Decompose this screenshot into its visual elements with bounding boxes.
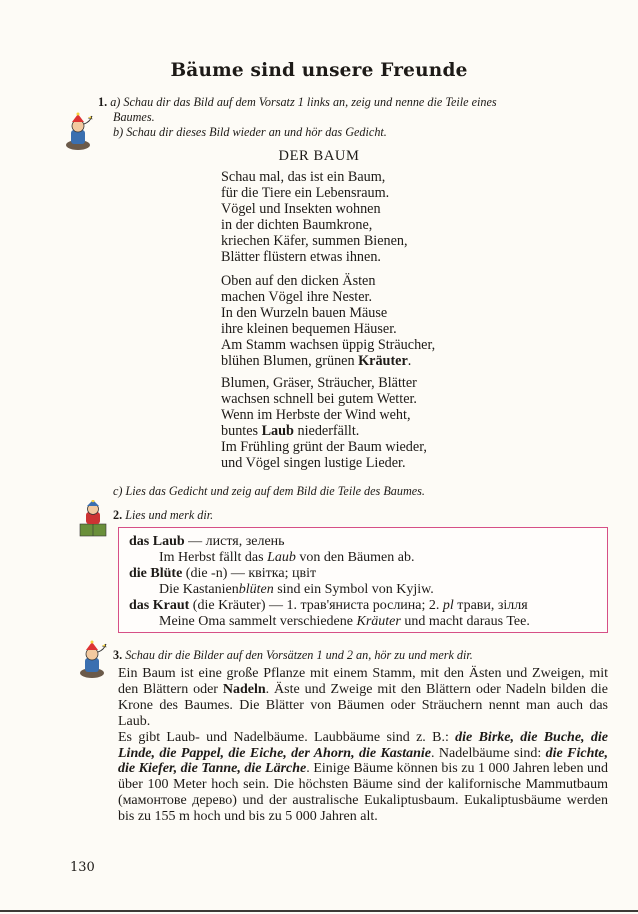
exercise-2-instruction: Lies und merk dir. <box>125 508 214 522</box>
poem-line: Vögel und Insekten wohnen <box>221 200 381 217</box>
poem-line: ihre kleinen bequemen Häuser. <box>221 320 397 337</box>
poem-line: Oben auf den dicken Ästen <box>221 273 376 289</box>
vocab-entry-laub <box>129 534 285 550</box>
vocab-text: Laub <box>267 550 296 565</box>
body-text: . Einige Bäume können bis zu 1 000 Jahren leben und über 100 Meter hoch sein. Die höchsten Bäume sind der kalifornische Mammutbaum (мамонтове дерево) und der australische Eukaliptusbaum. Eukaliptusbäume werden bis zu 155 m hoch und bis zu 5 000 Jahren alt. <box>118 761 608 825</box>
exercise-3-number: 3. <box>113 648 123 662</box>
vocab-text: Kräuter <box>356 614 401 629</box>
body-text: Es gibt Laub- und Nadelbäume. Laubbäume sind z. B.: <box>118 729 456 745</box>
poem-line: für die Tiere ein Lebensraum. <box>221 184 390 201</box>
vocab-text: und macht daraus Tee. <box>400 614 530 629</box>
vocab-translation: — листя, зелень <box>184 534 285 549</box>
vocab-text: Die Kastanien <box>159 582 239 597</box>
body-text: Ein Baum ist eine große Pflanze mit einem Stamm, mit den Ästen und Zweigen, mit den Blättern oder <box>118 666 608 697</box>
exercise-3-header <box>113 648 473 663</box>
vocab-text: Im Herbst fällt das <box>159 550 268 565</box>
poem-keyword-laub: Laub <box>261 422 294 439</box>
poem-text: niederfällt. <box>293 422 360 439</box>
paragraph <box>118 666 608 730</box>
vocab-example-kraut <box>159 614 530 630</box>
poem-line: machen Vögel ihre Nester. <box>221 288 373 305</box>
poem-line <box>221 354 435 370</box>
poem-text: buntes <box>221 422 262 439</box>
poem-title: DER BAUM <box>278 148 360 164</box>
exercise-1-b: b) Schau dir dieses Bild wieder an und hör das Gedicht. <box>113 125 387 139</box>
exercise-1-a-text: a) Schau dir das Bild auf dem Vorsatz 1 links an, zeig und nenne die Teile eines <box>110 95 497 109</box>
poem-line: Schau mal, das ist ein Baum, <box>221 169 386 185</box>
poem-line: Im Frühling grünt der Baum wieder, <box>221 438 427 455</box>
poem-line: wachsen schnell bei gutem Wetter. <box>221 390 417 407</box>
poem-stanza-1 <box>221 170 408 265</box>
exercise-1-c: c) Lies das Gedicht und zeig auf dem Bild die Teile des Baumes. <box>113 484 425 498</box>
page-title: Bäume sind unsere Freunde <box>170 60 468 81</box>
vocab-text: blüten <box>238 582 274 597</box>
poem-line: Am Stamm wachsen üppig Sträucher, <box>221 336 436 353</box>
vocab-entry-bluete <box>129 566 316 582</box>
vocab-translation: трави, зілля <box>453 598 528 613</box>
poem-line: Blumen, Gräser, Sträucher, Blätter <box>221 375 417 391</box>
vocab-example-bluete <box>159 582 434 598</box>
vocab-entry-kraut <box>129 598 528 614</box>
keyword-nadelbaeume: die Fichte, die Kiefer, die Tanne, die Lärche <box>118 745 608 777</box>
vocab-headword: das Laub <box>129 534 185 549</box>
body-text: . Äste und Zweige mit den Blättern oder Nadeln bilden die Krone des Baumes. Die Blätter von Bäumen oder Sträuchern nennt man auch das Laub. <box>118 681 608 729</box>
vocab-translation: (die Kräuter) — 1. трав'яниста рослина; 2. <box>189 598 443 613</box>
poem-text: blühen Blumen, grünen <box>221 352 359 369</box>
vocab-translation: (die -n) — квітка; цвіт <box>182 566 317 581</box>
poem-stanza-2 <box>221 274 435 369</box>
vocab-example-laub <box>159 550 414 566</box>
keyword-laubbaeume: die Birke, die Buche, die Linde, die Pappel, die Eiche, der Ahorn, die Kastanie <box>118 729 608 761</box>
bottom-border <box>0 910 638 912</box>
poem-text: . <box>407 352 412 369</box>
vocab-text: sind ein Symbol von Kyjiw. <box>273 582 434 597</box>
exercise-1-a <box>98 95 618 110</box>
poem-line: Wenn im Herbste der Wind weht, <box>221 406 411 423</box>
paragraph <box>118 730 608 825</box>
poem-line: In den Wurzeln bauen Mäuse <box>221 304 388 321</box>
listening-clown-icon <box>76 640 112 680</box>
poem-line <box>221 424 427 440</box>
exercise-2-header <box>113 508 213 523</box>
exercise-3-text <box>118 666 608 825</box>
poem-line: und Vögel singen lustige Lieder. <box>221 454 406 471</box>
exercise-3-instruction: Schau dir die Bilder auf den Vorsätzen 1 und 2 an, hör zu und merk dir. <box>125 648 473 662</box>
exercise-2-number: 2. <box>113 508 123 522</box>
reading-clown-icon <box>76 500 112 540</box>
vocab-headword: die Blüte <box>129 566 183 581</box>
poem-line: Blätter flüstern etwas ihnen. <box>221 248 381 265</box>
page-number: 130 <box>70 860 95 875</box>
vocab-text: von den Bäumen ab. <box>295 550 415 565</box>
listening-clown-icon <box>62 112 98 152</box>
vocab-text: pl <box>442 598 454 613</box>
vocab-text: Meine Oma sammelt verschiedene <box>159 614 357 629</box>
poem-keyword-kraeuter: Kräuter <box>358 352 408 369</box>
poem-line: in der dichten Baumkrone, <box>221 216 373 233</box>
body-text: . Nadelbäume sind: <box>431 745 546 761</box>
poem-line: kriechen Käfer, summen Bienen, <box>221 232 408 249</box>
keyword-nadeln: Nadeln <box>222 681 266 697</box>
vocab-headword: das Kraut <box>129 598 190 613</box>
poem-stanza-3 <box>221 376 427 471</box>
vocabulary-box <box>118 527 608 633</box>
exercise-1-a-cont: Baumes. <box>113 110 155 124</box>
exercise-1-number: 1. <box>98 95 108 109</box>
